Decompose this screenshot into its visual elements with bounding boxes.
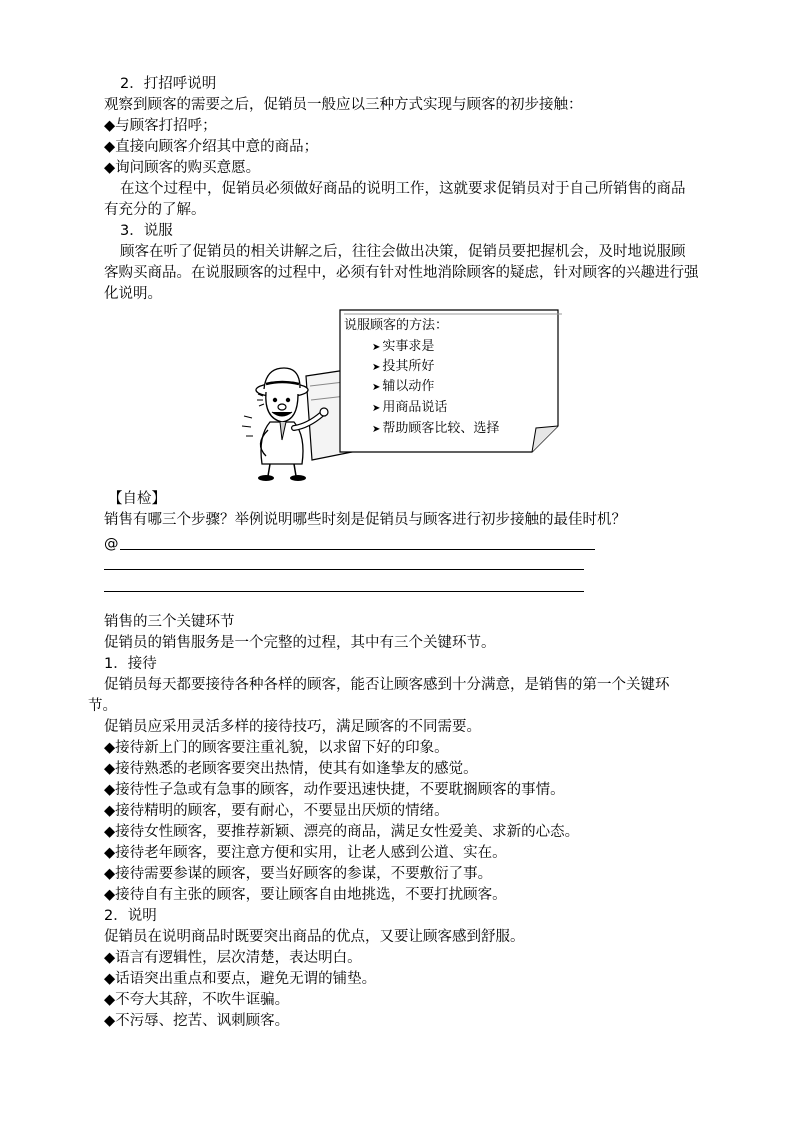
paragraph-text: 客购买商品。在说服顾客的过程中，必须有针对性地消除顾客的疑虑，针对顾客的兴趣进行强 xyxy=(104,265,699,281)
bullet-item: ◆询问顾客的购买意愿。 xyxy=(104,160,261,176)
bullet-item: ◆接待需要参谋的顾客，要当好顾客的参谋，不要敷衍了事。 xyxy=(104,866,493,882)
paragraph-text: 促销员在说明商品时既要突出商品的优点，又要让顾客感到舒服。 xyxy=(104,929,525,945)
callout-item: ➤ 帮助顾客比较、选择 xyxy=(372,421,500,436)
bullet-item: ◆不夸大其辞，不吹牛诓骗。 xyxy=(104,992,290,1008)
bullet-item: ◆接待精明的顾客，要有耐心，不要显出厌烦的情绪。 xyxy=(104,803,449,819)
bullet-item: ◆接待新上门的顾客要注重礼貌，以求留下好的印象。 xyxy=(104,740,449,756)
bullet-item: ◆语言有逻辑性，层次清楚，表达明白。 xyxy=(104,950,362,966)
paragraph-text: 化说明。 xyxy=(104,286,162,302)
callout-item: ➤ 实事求是 xyxy=(372,339,435,354)
paragraph-text: 促销员应采用灵活多样的接待技巧，满足顾客的不同需要。 xyxy=(104,719,481,735)
subsection-heading-explain: 2．说明 xyxy=(104,908,157,924)
bullet-item: ◆接待女性顾客，要推荐新颖、漂亮的商品，满足女性爱美、求新的心态。 xyxy=(104,824,580,840)
arrow-bullet-icon: ➤ xyxy=(372,342,381,353)
answer-line[interactable] xyxy=(104,569,584,570)
paragraph-text: 促销员每天都要接待各种各样的顾客，能否让顾客感到十分满意，是销售的第一个关键环 xyxy=(104,677,670,693)
bullet-item: ◆接待性子急或有急事的顾客，动作要迅速快捷，不要耽搁顾客的事情。 xyxy=(104,782,565,798)
self-check-question: 销售有哪三个步骤？举例说明哪些时刻是促销员与顾客进行初步接触的最佳时机？ xyxy=(104,512,626,528)
arrow-bullet-icon: ➤ xyxy=(372,362,381,373)
answer-prefix: @ xyxy=(104,536,119,552)
callout-item: ➤ 辅以动作 xyxy=(372,379,435,394)
paragraph-text: 顾客在听了促销员的相关讲解之后，往往会做出决策，促销员要把握机会，及时地说服顾 xyxy=(120,244,686,260)
bullet-item: ◆接待熟悉的老顾客要突出热情，使其有如逢挚友的感觉。 xyxy=(104,761,478,777)
bullet-item: ◆话语突出重点和要点，避免无谓的铺垫。 xyxy=(104,971,377,987)
paragraph-text: 在这个过程中，促销员必须做好商品的说明工作，这就要求促销员对于自己所销售的商品 xyxy=(120,181,686,197)
arrow-bullet-icon: ➤ xyxy=(372,382,381,393)
paragraph-text: 节。 xyxy=(88,698,117,714)
paragraph-text: 促销员的销售服务是一个完整的过程，其中有三个关键环节。 xyxy=(104,635,496,651)
arrow-bullet-icon: ➤ xyxy=(372,424,381,435)
paragraph-text: 观察到顾客的需要之后，促销员一般应以三种方式实现与顾客的初步接触： xyxy=(104,97,583,113)
answer-line[interactable] xyxy=(120,549,595,550)
callout-item: ➤ 投其所好 xyxy=(372,359,435,374)
self-check-heading: 【自检】 xyxy=(108,491,166,507)
callout-item: ➤ 用商品说话 xyxy=(372,400,448,415)
paragraph-text: 有充分的了解。 xyxy=(104,202,206,218)
bullet-item: ◆直接向顾客介绍其中意的商品； xyxy=(104,139,319,155)
bullet-item: ◆接待自有主张的顾客，要让顾客自由地挑选，不要打扰顾客。 xyxy=(104,887,507,903)
section-heading-persuade: 3．说服 xyxy=(120,223,173,239)
callout-title: 说服顾客的方法： xyxy=(344,318,449,333)
arrow-bullet-icon: ➤ xyxy=(372,403,381,414)
bullet-item: ◆与顾客打招呼； xyxy=(104,118,217,134)
bullet-item: ◆不污辱、挖苦、讽刺顾客。 xyxy=(104,1013,290,1029)
section-title: 销售的三个关键环节 xyxy=(104,614,235,630)
bullet-item: ◆接待老年顾客，要注意方便和实用，让老人感到公道、实在。 xyxy=(104,845,507,861)
section-heading-greeting: 2．打招呼说明 xyxy=(120,76,217,92)
subsection-heading-reception: 1．接待 xyxy=(104,656,157,672)
answer-line[interactable] xyxy=(104,591,584,592)
